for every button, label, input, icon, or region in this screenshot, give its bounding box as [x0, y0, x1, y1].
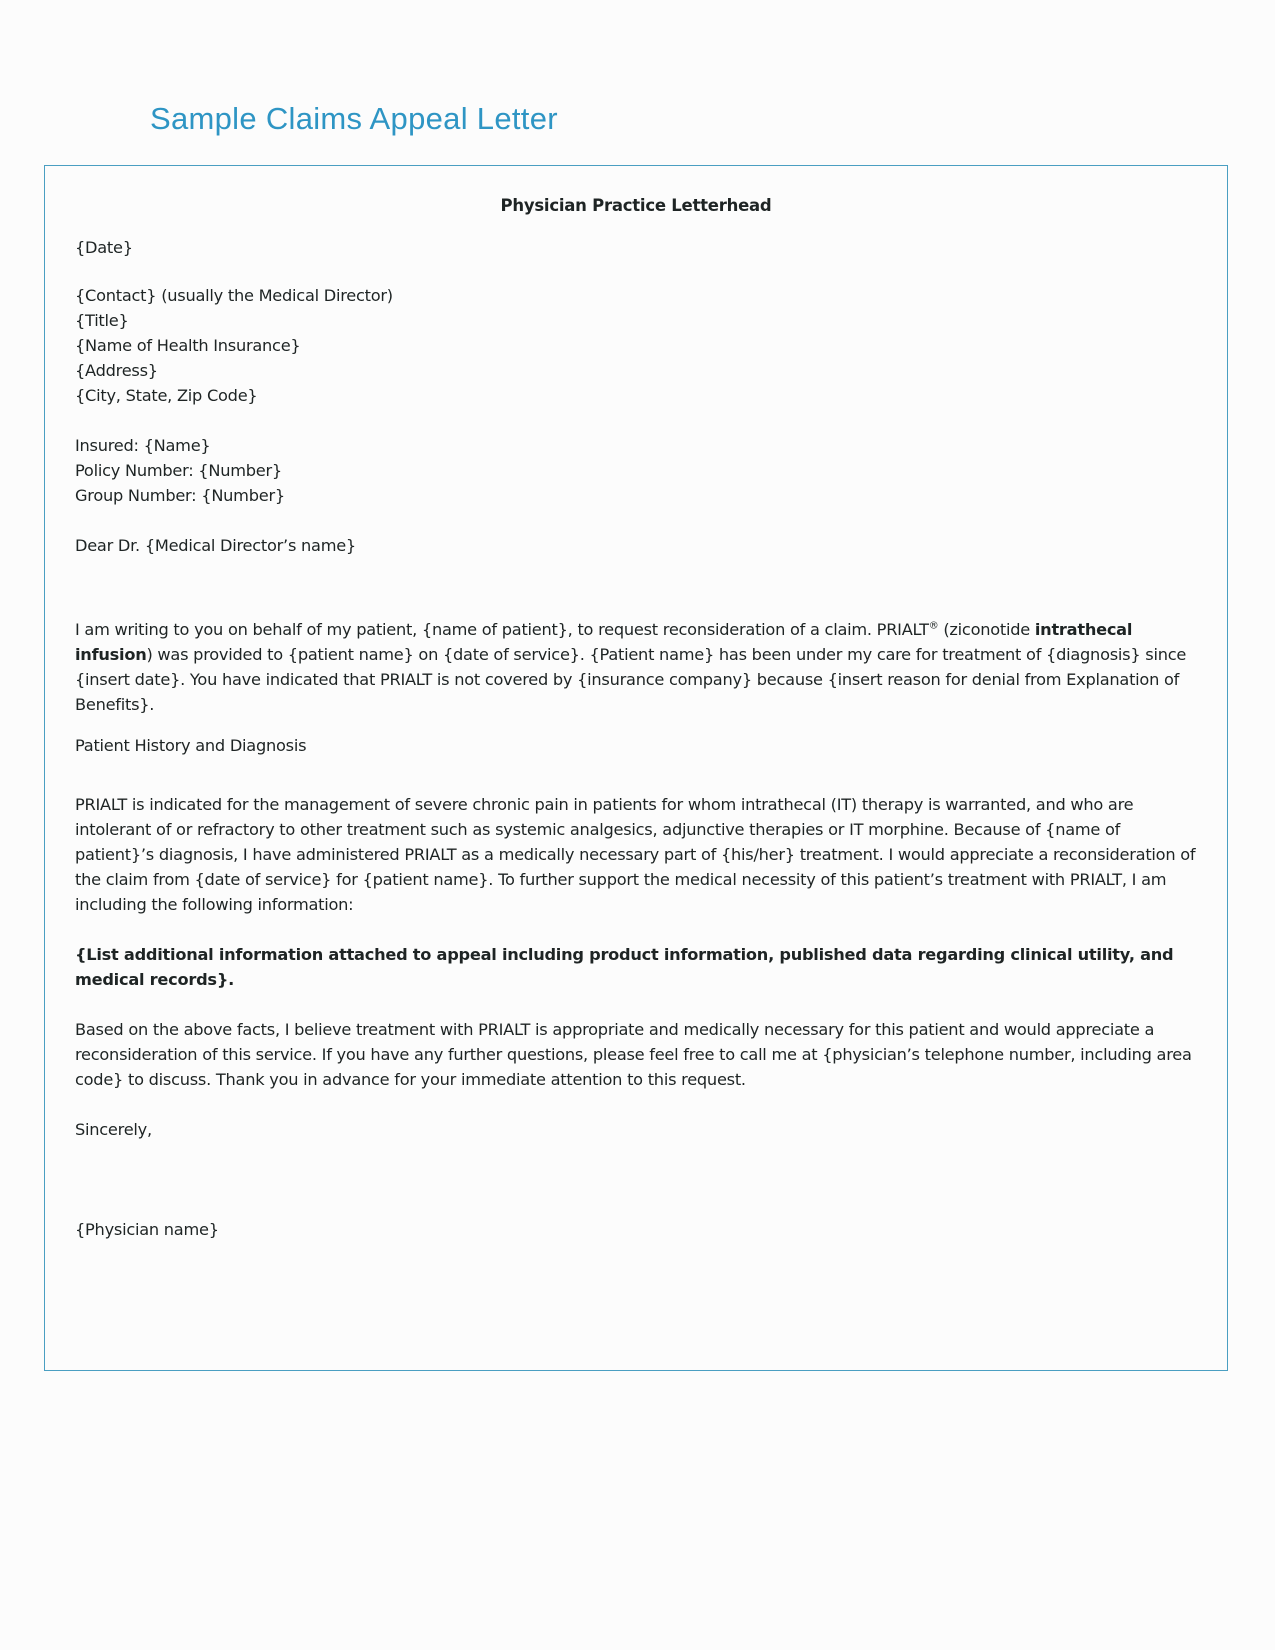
policy-number-line: Policy Number: {Number} — [75, 461, 282, 480]
insured-line: Insured: {Name} — [75, 436, 211, 455]
history-paragraph: PRIALT is indicated for the management of severe chronic pain in patients for whom intrathecal (IT) therapy is warranted, and who are intolerant of or refractory to other treatment such as systemic analgesics, adjunctive therapies or IT morphine. Because of {name of patient}’s diagnosis, I have administered PRIALT as a medically necessary part of {his/her} treatment. I would appreciate a reconsideration of the claim from {date of service} for {patient name}. To further support the medical necessity of this patient’s treatment with PRIALT, I am including the following information: — [75, 795, 1196, 914]
intro-bold-text: intrathecal infusion — [75, 620, 1133, 664]
sign-off: Sincerely, — [75, 1120, 152, 1139]
group-number-line: Group Number: {Number} — [75, 486, 285, 505]
recipient-block — [75, 283, 1197, 408]
intro-text-1: I am writing to you on behalf of my patient, {name of patient}, to request reconsideration of a claim. PRIALT — [75, 620, 929, 639]
letter-date: {Date} — [75, 238, 133, 257]
intro-text-3: ) was provided to {patient name} on {date of service}. {Patient name} has been under my care for treatment of {diagnosis} since {insert date}. You have indicated that PRIALT is not covered by {insurance company} because {insert reason for denial from Explanation of Benefits}. — [75, 645, 1187, 714]
intro-text-2: (ziconotide — [938, 620, 1035, 639]
letter-frame — [44, 165, 1228, 1371]
letterhead: Physician Practice Letterhead — [500, 196, 772, 215]
recipient-city-state-zip: {City, State, Zip Code} — [75, 386, 258, 405]
registered-mark: ® — [928, 620, 939, 632]
recipient-insurer: {Name of Health Insurance} — [75, 336, 301, 355]
policy-block — [75, 433, 1197, 508]
recipient-address: {Address} — [75, 361, 158, 380]
salutation: Dear Dr. {Medical Director’s name} — [75, 536, 356, 555]
physician-signature: {Physician name} — [75, 1220, 219, 1239]
section-heading: Patient History and Diagnosis — [75, 736, 307, 755]
recipient-title: {Title} — [75, 311, 129, 330]
attachment-list: {List additional information attached to appeal including product information, published data regarding clinical utility, and medical records}. — [75, 945, 1174, 989]
document-title: Sample Claims Appeal Letter — [150, 101, 558, 136]
recipient-contact: {Contact} (usually the Medical Director) — [75, 286, 393, 305]
closing-paragraph: Based on the above facts, I believe treatment with PRIALT is appropriate and medically necessary for this patient and would appreciate a reconsideration of this service. If you have any further questions, please feel free to call me at {physician’s telephone number, including area code} to discuss. Thank you in advance for your immediate attention to this request. — [75, 1020, 1192, 1089]
intro-paragraph — [75, 617, 1197, 717]
